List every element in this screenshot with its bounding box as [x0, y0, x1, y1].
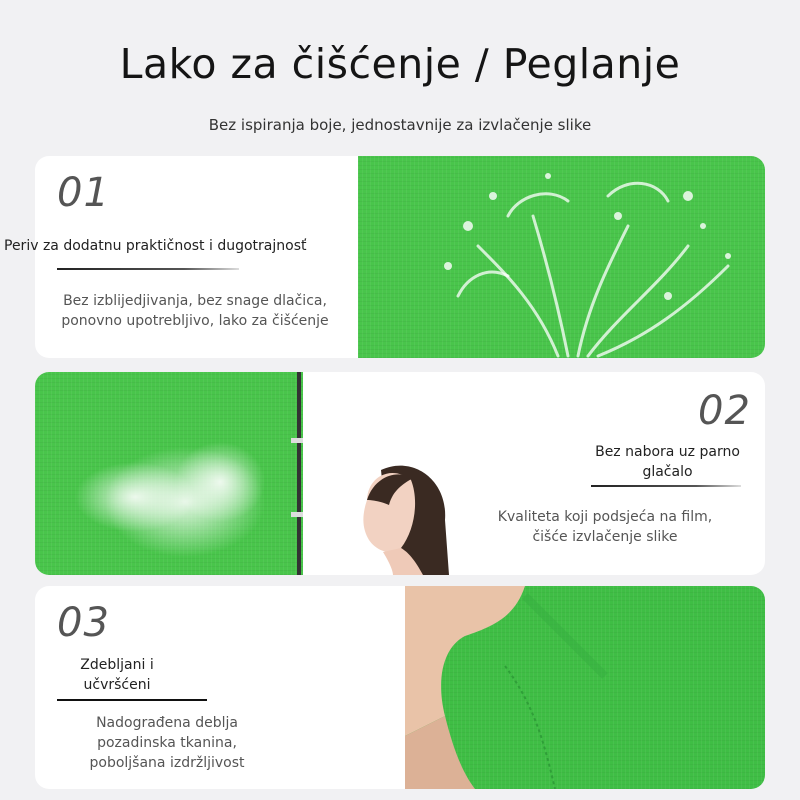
woman-profile-photo	[353, 460, 453, 575]
page-title: Lako za čišćenje / Peglanje	[119, 40, 681, 88]
divider	[591, 485, 741, 487]
feature-card-thickened	[35, 586, 765, 789]
divider	[57, 699, 207, 701]
feature-heading: Zdebljani i učvršćeni	[80, 657, 154, 693]
fabric-closeup-photo	[405, 586, 765, 789]
feature-description: Nadograđena deblja pozadinska tkanina, poboljšana izdržljivost	[89, 715, 245, 771]
steam-illustration	[35, 372, 303, 575]
feature-heading: Periv za dodatnu praktičnost i dugotrajnosť	[4, 238, 307, 254]
feature-description: Bez izblijedjivanja, bez snage dlačica, ponovno upotrebljivo, lako za čišćenje	[61, 293, 329, 329]
feature-number: 02	[698, 388, 751, 434]
steamer-backdrop-photo	[35, 372, 303, 575]
feature-heading: Bez nabora uz parno glačalo	[595, 444, 740, 480]
water-splash-photo	[358, 156, 765, 358]
feature-number: 03	[57, 600, 110, 646]
water-splash-illustration	[358, 156, 765, 358]
page-subtitle: Bez ispiranja boje, jednostavnije za izvlačenje slike	[208, 116, 592, 134]
feature-number: 01	[57, 170, 110, 216]
feature-card-wrinkle-free	[35, 372, 765, 575]
divider	[57, 268, 239, 270]
feature-description: Kvaliteta koji podsjeća na film, čišće izvlačenje slike	[497, 509, 713, 545]
feature-card-washable	[35, 156, 765, 358]
